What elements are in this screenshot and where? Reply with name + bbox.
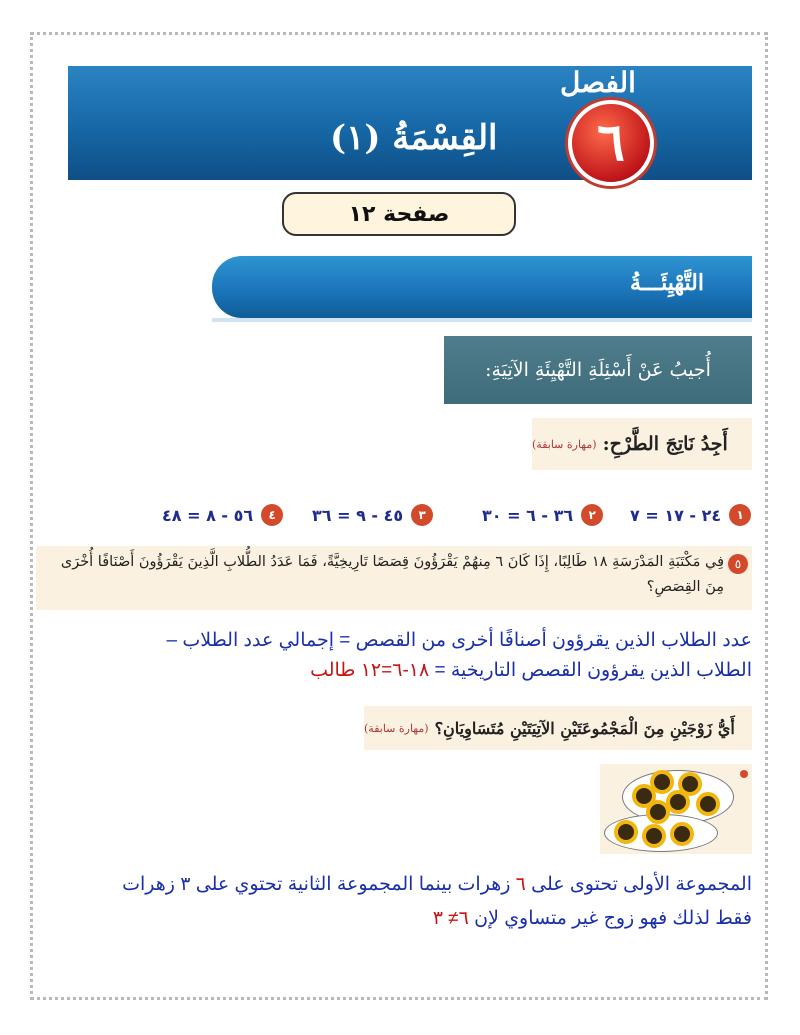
instruction-header: أُجيبُ عَنْ أَسْئِلَةِ التَّهْيِئَةِ الآتِيَةِ:	[444, 336, 752, 404]
answer-5	[40, 626, 752, 686]
flower-icon	[700, 796, 716, 812]
exercise-number: ٤	[261, 504, 283, 526]
answer-6-text-a: المجموعة الأولى تحتوى على	[525, 874, 752, 895]
exercise-4	[162, 492, 283, 538]
answer-6-inequality: ٦≠ ٣	[432, 908, 469, 929]
section-title: التَّهْيِئَـــةُ	[629, 270, 704, 296]
equal-pairs-heading	[364, 706, 752, 750]
answer-6	[40, 868, 752, 936]
flower-icon	[650, 804, 666, 820]
flower-groups-image	[600, 764, 752, 854]
flower-icon	[674, 826, 690, 842]
skill-note: (مهارة سابقة)	[532, 437, 597, 451]
equal-pairs-heading-text: أَيُّ زَوْجَيْنِ مِنَ الْمَجْمُوعَتَيْنِ الآتِيَتَيْنِ مُتَسَاوِيَانِ؟	[434, 718, 735, 738]
exercise-3	[312, 492, 433, 538]
exercise-number: ١	[729, 504, 751, 526]
answer-6-text-c: فقط لذلك فهو زوج غير متساوي لإن	[468, 908, 752, 929]
problem-text: فِي مَكْتَبَةِ المَدْرَسَةِ ١٨ طَالِبًا، إِذَا كَانَ ٦ مِنهُمْ يَقْرَؤُونَ قِصَصًا تَارِيخِيَّةً، فَمَا عَدَدُ الطُّلابِ الَّذِينَ يَقْرَؤُونَ أَصْنَافًا أُخْرَى مِنَ القِصَصِ؟	[60, 554, 724, 595]
chapter-word: الفصل	[560, 66, 636, 99]
bullet-icon	[740, 770, 748, 778]
answer-6-line-1	[40, 868, 752, 902]
problem-5	[36, 546, 752, 610]
exercise-number: ٣	[411, 504, 433, 526]
problem-number: ٥	[728, 554, 748, 574]
chapter-title: القِسْمَةُ (١)	[330, 118, 498, 158]
answer-6-count: ٦	[515, 874, 526, 895]
answer-6-text-b: زهرات بينما المجموعة الثانية تحتوي على ٣ زهرات	[122, 874, 516, 895]
flower-icon	[682, 776, 698, 792]
exercise-1	[630, 492, 751, 538]
answer-line-2	[40, 656, 752, 686]
exercise-expression: ٢٤ - ١٧ = ٧	[630, 505, 722, 525]
subtraction-heading	[532, 418, 752, 470]
flower-icon	[618, 824, 634, 840]
answer-6-line-2	[40, 902, 752, 936]
chapter-number-badge: ٦	[568, 100, 654, 186]
flower-icon	[646, 828, 662, 844]
page-label: صفحة ١٢	[282, 192, 516, 236]
answer-line-2-text: الطلاب الذين يقرؤون القصص التاريخية =	[429, 660, 752, 681]
exercise-expression: ٤٥ - ٩ = ٣٦	[312, 505, 404, 525]
answer-result: ١٨-٦=١٢ طالب	[310, 660, 430, 681]
exercise-number: ٢	[581, 504, 603, 526]
exercise-expression: ٣٦ - ٦ = ٣٠	[482, 505, 574, 525]
flower-icon	[636, 788, 652, 804]
section-bar	[212, 256, 752, 318]
flower-icon	[654, 774, 670, 790]
flower-icon	[670, 794, 686, 810]
skill-note: (مهارة سابقة)	[364, 721, 429, 735]
exercise-2	[482, 492, 603, 538]
subtraction-heading-text: أَجِدُ نَاتِجَ الطَّرْحِ:	[602, 433, 728, 455]
exercise-expression: ٥٦ - ٨ = ٤٨	[162, 505, 254, 525]
answer-line-1: عدد الطلاب الذين يقرؤون أصنافًا أخرى من القصص = إجمالي عدد الطلاب –	[166, 630, 752, 651]
